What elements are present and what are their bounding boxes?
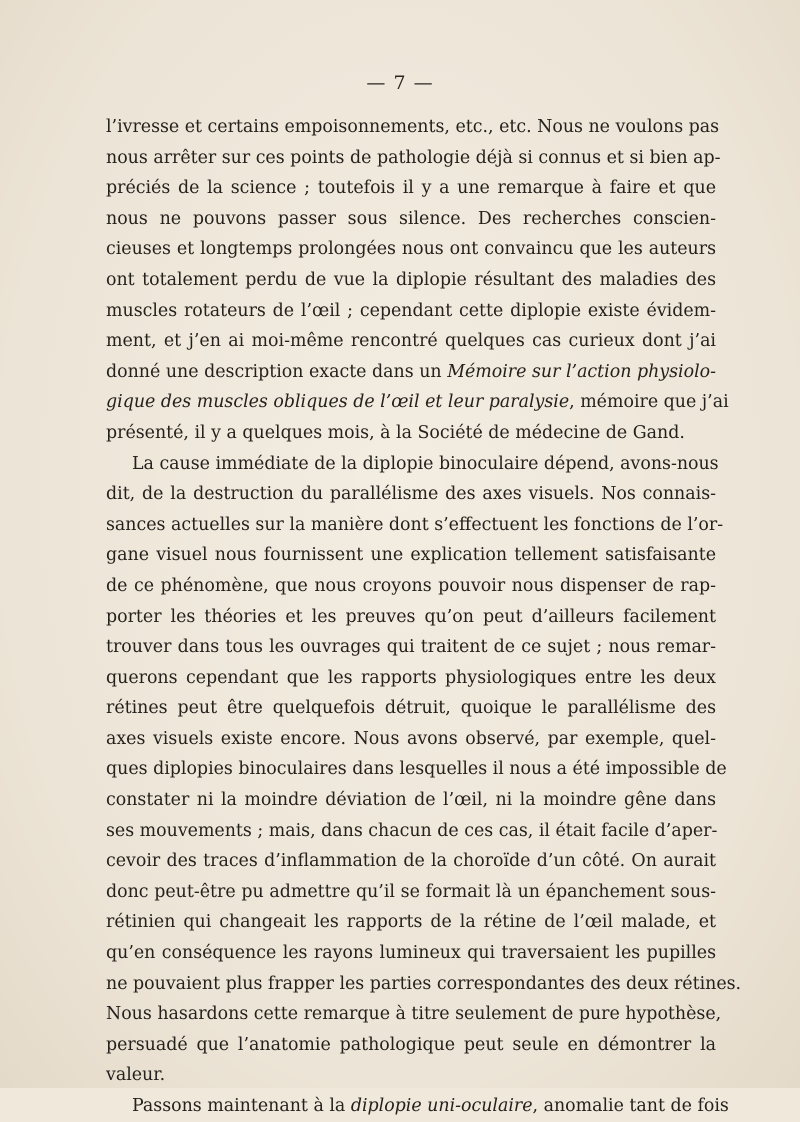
text-run: rétines peut être quelquefois détruit, quoique le parallélisme des: [106, 698, 716, 719]
text-run: cevoir des traces d’inflammation de la choroïde d’un côté. On aurait: [106, 851, 716, 872]
text-run: de ce phénomène, que nous croyons pouvoir nous dispenser de rap-: [106, 575, 716, 596]
text-line: [106, 1060, 716, 1091]
text-line: [106, 969, 742, 1000]
text-run: donné une description exacte dans un: [106, 361, 448, 382]
italic-title: diplopie uni-oculaire: [350, 1096, 533, 1116]
text-line: [106, 724, 716, 755]
text-run: donc peut-être pu admettre qu’il se formait là un épanchement sous-: [106, 881, 716, 902]
text-run: querons cependant que les rapports physiologiques entre les deux: [106, 667, 716, 688]
text-run: nous ne pouvons passer sous silence. Des recherches conscien-: [106, 208, 716, 229]
text-line: [106, 418, 716, 449]
text-line: [106, 1030, 716, 1061]
italic-title: Mémoire sur l’action physiolo-: [447, 361, 716, 382]
text-line: [106, 571, 716, 602]
text-line: [106, 816, 716, 847]
text-run: Passons maintenant à la: [132, 1096, 351, 1116]
text-line: [106, 938, 716, 969]
text-line: [106, 234, 716, 265]
text-line: [106, 296, 716, 327]
text-run: trouver dans tous les ouvrages qui traitent de ce sujet ; nous remar-: [106, 637, 716, 658]
paragraph: [106, 449, 742, 1091]
page-number: — 7 —: [366, 72, 434, 94]
text-line: [106, 387, 729, 418]
text-run: l’ivresse et certains empoisonnements, etc., etc. Nous ne voulons pas: [106, 117, 720, 137]
text-line: [106, 877, 716, 908]
text-line: [106, 204, 716, 235]
text-run: valeur.: [106, 1065, 166, 1086]
text-run: Nous hasardons cette remarque à titre seulement de pure hypothèse,: [106, 1004, 722, 1025]
text-run: , anomalie tant de fois: [532, 1096, 729, 1116]
text-run: cieuses et longtemps prolongées nous ont convaincu que les auteurs: [106, 239, 716, 260]
text-run: La cause immédiate de la diplopie binoculaire dépend, avons-nous: [132, 453, 719, 474]
text-line: [106, 785, 716, 816]
text-run: ment, et j’en ai moi-même rencontré quelques cas curieux dont j’ai: [106, 331, 716, 352]
text-run: persuadé que l’anatomie pathologique peut seule en démontrer la: [106, 1034, 716, 1055]
text-line: [106, 846, 716, 877]
text-run: préciés de la science ; toutefois il y a une remarque à faire et que: [106, 178, 716, 199]
text-line: [106, 357, 716, 388]
text-run: ques diplopies binoculaires dans lesquelles il nous a été impossible de: [106, 759, 727, 780]
text-line: [106, 143, 721, 174]
paragraph: [106, 1091, 729, 1122]
text-line: [106, 510, 724, 541]
text-run: gane visuel nous fournissent une explication tellement satisfaisante: [106, 545, 716, 566]
text-run: , mémoire que j’ai: [569, 392, 729, 413]
italic-title: gique des muscles obliques de l’œil et leur paralysie: [106, 392, 570, 413]
text-line: [106, 479, 716, 510]
text-run: dit, de la destruction du parallélisme des axes visuels. Nos connais-: [106, 484, 716, 505]
text-line: [106, 112, 720, 143]
paragraph: [106, 112, 729, 449]
text-run: ses mouvements ; mais, dans chacun de ces cas, il était facile d’aper-: [106, 820, 718, 841]
text-run: porter les théories et les preuves qu’on peut d’ailleurs facilement: [106, 606, 716, 627]
text-run: présenté, il y a quelques mois, à la Société de médecine de Gand.: [106, 422, 685, 443]
text-line: [106, 326, 716, 357]
text-line: [106, 449, 719, 480]
text-line: [106, 907, 716, 938]
text-line: [106, 632, 716, 663]
text-line: [106, 540, 716, 571]
text-run: rétinien qui changeait les rapports de la rétine de l’œil malade, et: [106, 912, 716, 933]
text-run: ont totalement perdu de vue la diplopie résultant des maladies des: [106, 269, 716, 290]
text-line: [106, 173, 716, 204]
text-run: sances actuelles sur la manière dont s’effectuent les fonctions de l’or-: [106, 514, 724, 535]
text-run: constater ni la moindre déviation de l’œil, ni la moindre gêne dans: [106, 790, 716, 811]
text-run: axes visuels existe encore. Nous avons observé, par exemple, quel-: [106, 728, 716, 749]
text-line: [106, 663, 716, 694]
text-line: [106, 754, 727, 785]
body-text: [106, 112, 742, 1122]
text-run: nous arrêter sur ces points de pathologie déjà si connus et si bien ap-: [106, 147, 721, 168]
text-run: ne pouvaient plus frapper les parties correspondantes des deux rétines.: [106, 973, 742, 994]
text-line: [106, 999, 722, 1030]
text-run: muscles rotateurs de l’œil ; cependant cette diplopie existe évidem-: [106, 300, 716, 321]
text-line: [106, 1091, 729, 1122]
text-line: [106, 693, 716, 724]
text-run: qu’en conséquence les rayons lumineux qui traversaient les pupilles: [106, 943, 716, 964]
text-line: [106, 265, 716, 296]
text-line: [106, 602, 716, 633]
